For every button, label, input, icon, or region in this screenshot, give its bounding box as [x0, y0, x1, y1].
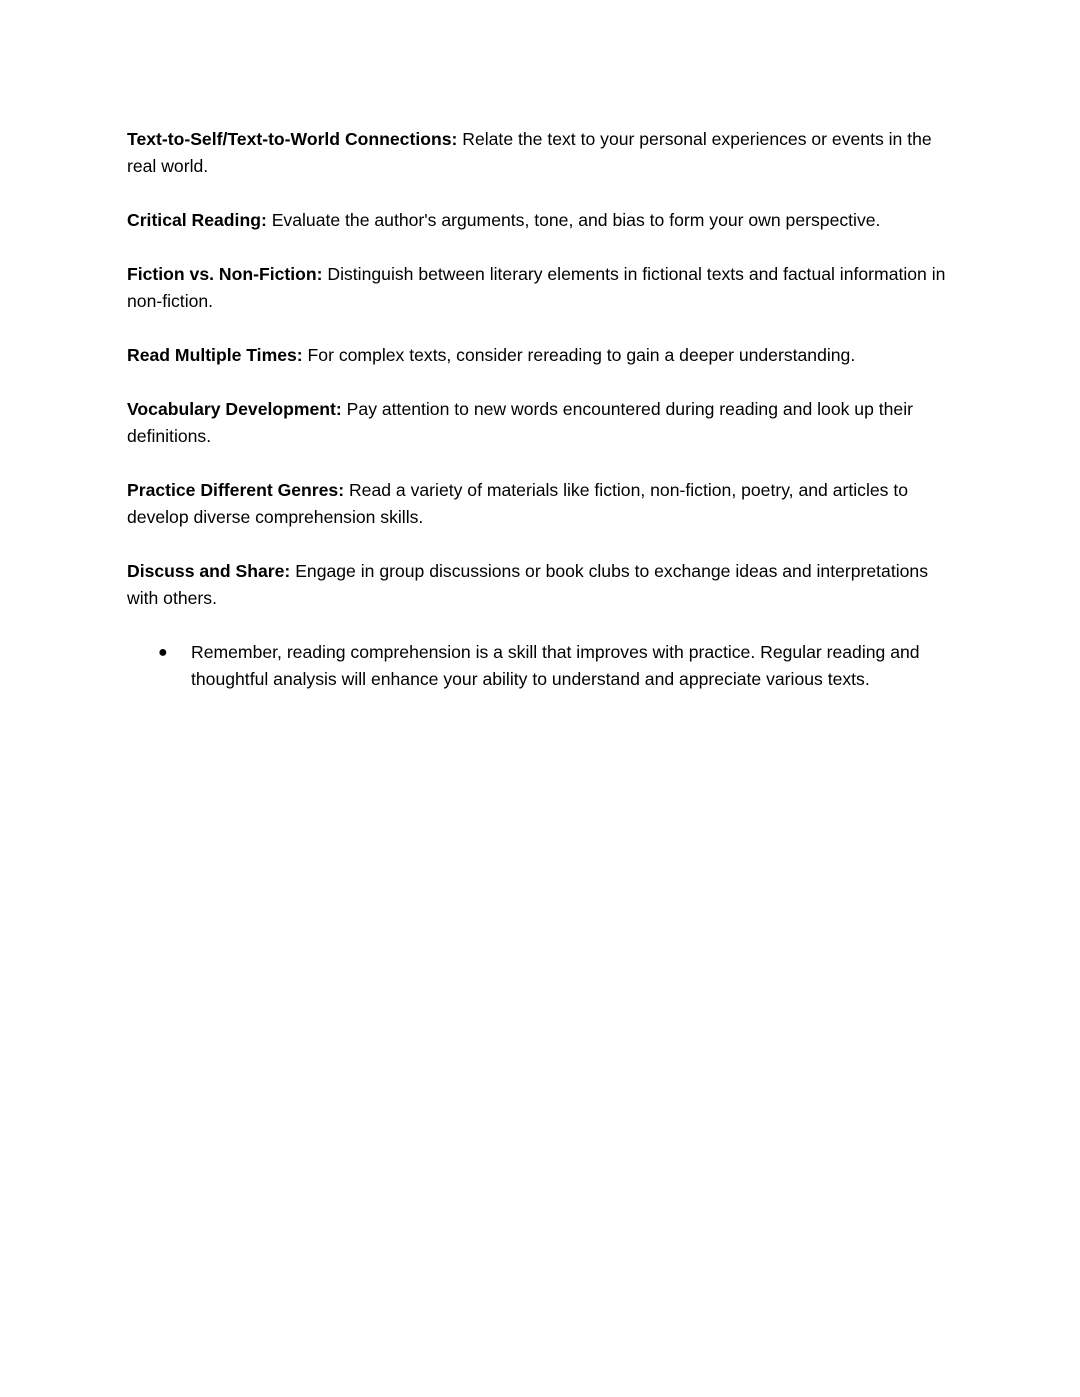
paragraph-term: Vocabulary Development: — [127, 399, 342, 419]
paragraph-practice-genres — [127, 477, 962, 531]
list-item — [127, 639, 926, 693]
paragraph-term: Fiction vs. Non-Fiction: — [127, 264, 323, 284]
paragraph-body: For complex texts, consider rereading to gain a deeper understanding. — [307, 345, 856, 365]
bullet-icon: ● — [158, 644, 168, 661]
bullet-text: Remember, reading comprehension is a skill that improves with practice. Regular reading and thoughtful analysis will enhance your ability to understand and appreciate various texts. — [191, 642, 920, 689]
bullet-list — [127, 639, 962, 693]
paragraph-read-multiple-times — [127, 342, 962, 369]
paragraph-body: Read a variety of materials like fiction, non-fiction, poetry, and articles to develop diverse comprehension skills. — [127, 480, 908, 527]
paragraph-vocabulary-development — [127, 396, 962, 450]
paragraph-fiction-vs-nonfiction — [127, 261, 962, 315]
paragraph-term: Read Multiple Times: — [127, 345, 303, 365]
paragraph-body: Relate the text to your personal experiences or events in the real world. — [127, 129, 932, 176]
paragraph-critical-reading — [127, 207, 962, 234]
paragraph-term: Critical Reading: — [127, 210, 267, 230]
paragraph-discuss-share — [127, 558, 962, 612]
paragraph-term: Discuss and Share: — [127, 561, 291, 581]
paragraph-term: Practice Different Genres: — [127, 480, 345, 500]
paragraph-body: Pay attention to new words encountered during reading and look up their definitions. — [127, 399, 913, 446]
paragraph-text-connections — [127, 126, 962, 180]
paragraph-body: Evaluate the author's arguments, tone, and bias to form your own perspective. — [271, 210, 881, 230]
paragraph-term: Text-to-Self/Text-to-World Connections: — [127, 129, 458, 149]
paragraph-body: Engage in group discussions or book clubs to exchange ideas and interpretations with others. — [127, 561, 928, 608]
paragraph-body: Distinguish between literary elements in fictional texts and factual information in non-fiction. — [127, 264, 946, 311]
